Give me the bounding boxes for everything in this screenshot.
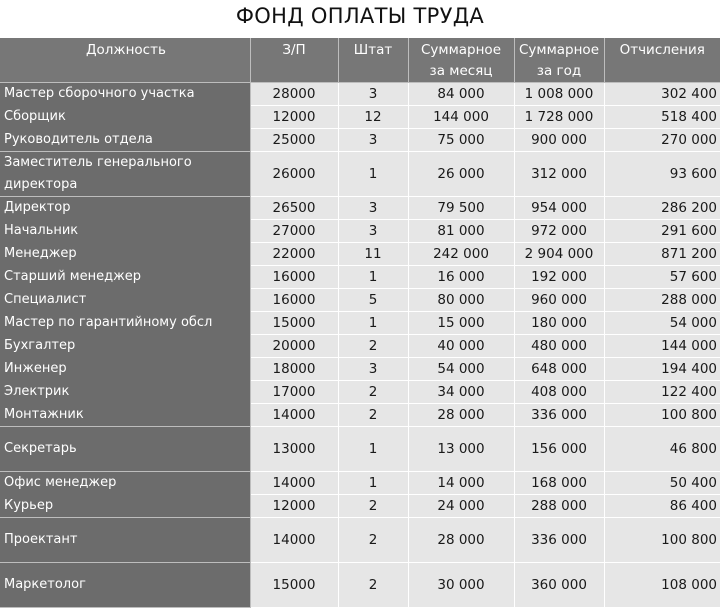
staff-cell: 12 bbox=[338, 106, 408, 129]
deductions-cell: 54 000 bbox=[604, 312, 720, 335]
deductions-cell: 57 600 bbox=[604, 266, 720, 289]
staff-cell: 2 bbox=[338, 381, 408, 404]
deductions-cell: 50 400 bbox=[604, 472, 720, 495]
deductions-cell: 194 400 bbox=[604, 358, 720, 381]
salary-cell: 26000 bbox=[250, 152, 338, 197]
deductions-cell: 291 600 bbox=[604, 220, 720, 243]
yearly-total-cell: 960 000 bbox=[514, 289, 604, 312]
staff-cell: 1 bbox=[338, 312, 408, 335]
table-row bbox=[0, 106, 720, 129]
row-group bbox=[0, 152, 720, 197]
header-staff: Штат bbox=[338, 38, 408, 83]
table-header bbox=[0, 38, 720, 83]
deductions-cell: 144 000 bbox=[604, 335, 720, 358]
yearly-total-cell: 408 000 bbox=[514, 381, 604, 404]
monthly-total-cell: 15 000 bbox=[408, 312, 514, 335]
yearly-total-cell: 336 000 bbox=[514, 518, 604, 563]
staff-cell: 11 bbox=[338, 243, 408, 266]
monthly-total-cell: 26 000 bbox=[408, 152, 514, 197]
table-row bbox=[0, 220, 720, 243]
position-cell: Заместитель генерального директора bbox=[0, 152, 250, 197]
staff-cell: 1 bbox=[338, 266, 408, 289]
deductions-cell: 270 000 bbox=[604, 129, 720, 152]
deductions-cell: 302 400 bbox=[604, 83, 720, 106]
position-cell: Электрик bbox=[0, 381, 250, 404]
monthly-total-cell: 242 000 bbox=[408, 243, 514, 266]
staff-cell: 2 bbox=[338, 335, 408, 358]
staff-cell: 2 bbox=[338, 404, 408, 427]
row-group bbox=[0, 197, 720, 427]
table-row bbox=[0, 495, 720, 518]
staff-cell: 2 bbox=[338, 518, 408, 563]
yearly-total-cell: 312 000 bbox=[514, 152, 604, 197]
monthly-total-cell: 28 000 bbox=[408, 518, 514, 563]
salary-cell: 12000 bbox=[250, 106, 338, 129]
deductions-cell: 100 800 bbox=[604, 404, 720, 427]
salary-cell: 27000 bbox=[250, 220, 338, 243]
yearly-total-cell: 336 000 bbox=[514, 404, 604, 427]
table-row bbox=[0, 335, 720, 358]
table-row bbox=[0, 243, 720, 266]
header-yearly-total: Суммарное за год bbox=[514, 38, 604, 83]
table-row bbox=[0, 404, 720, 427]
table-row bbox=[0, 152, 720, 197]
deductions-cell: 122 400 bbox=[604, 381, 720, 404]
salary-cell: 26500 bbox=[250, 197, 338, 220]
position-cell: Монтажник bbox=[0, 404, 250, 427]
table-row bbox=[0, 518, 720, 563]
salary-cell: 22000 bbox=[250, 243, 338, 266]
salary-cell: 28000 bbox=[250, 83, 338, 106]
monthly-total-cell: 80 000 bbox=[408, 289, 514, 312]
table-row bbox=[0, 266, 720, 289]
table-row bbox=[0, 197, 720, 220]
monthly-total-cell: 40 000 bbox=[408, 335, 514, 358]
staff-cell: 3 bbox=[338, 358, 408, 381]
row-group bbox=[0, 518, 720, 563]
deductions-cell: 288 000 bbox=[604, 289, 720, 312]
header-salary: З/П bbox=[250, 38, 338, 83]
monthly-total-cell: 54 000 bbox=[408, 358, 514, 381]
monthly-total-cell: 34 000 bbox=[408, 381, 514, 404]
position-cell: Руководитель отдела bbox=[0, 129, 250, 152]
row-group bbox=[0, 427, 720, 472]
salary-cell: 17000 bbox=[250, 381, 338, 404]
yearly-total-cell: 288 000 bbox=[514, 495, 604, 518]
staff-cell: 5 bbox=[338, 289, 408, 312]
position-cell: Курьер bbox=[0, 495, 250, 518]
staff-cell: 1 bbox=[338, 472, 408, 495]
position-cell: Инженер bbox=[0, 358, 250, 381]
table-row bbox=[0, 312, 720, 335]
yearly-total-cell: 1 728 000 bbox=[514, 106, 604, 129]
staff-cell: 2 bbox=[338, 495, 408, 518]
salary-cell: 13000 bbox=[250, 427, 338, 472]
yearly-total-cell: 972 000 bbox=[514, 220, 604, 243]
header-monthly-total: Суммарное за месяц bbox=[408, 38, 514, 83]
salary-cell: 14000 bbox=[250, 404, 338, 427]
salary-cell: 16000 bbox=[250, 289, 338, 312]
position-cell: Директор bbox=[0, 197, 250, 220]
monthly-total-cell: 16 000 bbox=[408, 266, 514, 289]
position-cell: Мастер по гарантийному обсл bbox=[0, 312, 250, 335]
monthly-total-cell: 13 000 bbox=[408, 427, 514, 472]
deductions-cell: 108 000 bbox=[604, 563, 720, 608]
monthly-total-cell: 81 000 bbox=[408, 220, 514, 243]
table-row bbox=[0, 129, 720, 152]
yearly-total-cell: 360 000 bbox=[514, 563, 604, 608]
deductions-cell: 286 200 bbox=[604, 197, 720, 220]
salary-cell: 25000 bbox=[250, 129, 338, 152]
staff-cell: 1 bbox=[338, 152, 408, 197]
position-cell: Специалист bbox=[0, 289, 250, 312]
yearly-total-cell: 1 008 000 bbox=[514, 83, 604, 106]
table-row bbox=[0, 427, 720, 472]
monthly-total-cell: 75 000 bbox=[408, 129, 514, 152]
deductions-cell: 518 400 bbox=[604, 106, 720, 129]
deductions-cell: 100 800 bbox=[604, 518, 720, 563]
salary-cell: 20000 bbox=[250, 335, 338, 358]
salary-cell: 12000 bbox=[250, 495, 338, 518]
position-cell: Секретарь bbox=[0, 427, 250, 472]
staff-cell: 3 bbox=[338, 197, 408, 220]
monthly-total-cell: 30 000 bbox=[408, 563, 514, 608]
salary-cell: 16000 bbox=[250, 266, 338, 289]
yearly-total-cell: 2 904 000 bbox=[514, 243, 604, 266]
staff-cell: 3 bbox=[338, 220, 408, 243]
table-row bbox=[0, 358, 720, 381]
header-position: Должность bbox=[0, 38, 250, 83]
monthly-total-cell: 28 000 bbox=[408, 404, 514, 427]
monthly-total-cell: 144 000 bbox=[408, 106, 514, 129]
deductions-cell: 871 200 bbox=[604, 243, 720, 266]
salary-cell: 14000 bbox=[250, 472, 338, 495]
yearly-total-cell: 954 000 bbox=[514, 197, 604, 220]
yearly-total-cell: 168 000 bbox=[514, 472, 604, 495]
yearly-total-cell: 648 000 bbox=[514, 358, 604, 381]
table-row bbox=[0, 472, 720, 495]
table-row bbox=[0, 83, 720, 106]
yearly-total-cell: 480 000 bbox=[514, 335, 604, 358]
row-group bbox=[0, 83, 720, 152]
monthly-total-cell: 79 500 bbox=[408, 197, 514, 220]
position-cell: Мастер сборочного участка bbox=[0, 83, 250, 106]
salary-cell: 18000 bbox=[250, 358, 338, 381]
deductions-cell: 46 800 bbox=[604, 427, 720, 472]
table-row bbox=[0, 381, 720, 404]
position-cell: Начальник bbox=[0, 220, 250, 243]
position-cell: Бухгалтер bbox=[0, 335, 250, 358]
header-deductions: Отчисления bbox=[604, 38, 720, 83]
yearly-total-cell: 156 000 bbox=[514, 427, 604, 472]
salary-cell: 15000 bbox=[250, 563, 338, 608]
position-cell: Менеджер bbox=[0, 243, 250, 266]
position-cell: Проектант bbox=[0, 518, 250, 563]
position-cell: Старший менеджер bbox=[0, 266, 250, 289]
staff-cell: 2 bbox=[338, 563, 408, 608]
monthly-total-cell: 24 000 bbox=[408, 495, 514, 518]
salary-cell: 15000 bbox=[250, 312, 338, 335]
page-title: ФОНД ОПЛАТЫ ТРУДА bbox=[235, 4, 485, 28]
deductions-cell: 93 600 bbox=[604, 152, 720, 197]
deductions-cell: 86 400 bbox=[604, 495, 720, 518]
table-row bbox=[0, 563, 720, 608]
staff-cell: 1 bbox=[338, 427, 408, 472]
position-cell: Сборщик bbox=[0, 106, 250, 129]
staff-cell: 3 bbox=[338, 129, 408, 152]
position-cell: Офис менеджер bbox=[0, 472, 250, 495]
row-group bbox=[0, 563, 720, 608]
staff-cell: 3 bbox=[338, 83, 408, 106]
yearly-total-cell: 900 000 bbox=[514, 129, 604, 152]
position-cell: Маркетолог bbox=[0, 563, 250, 608]
table-row bbox=[0, 289, 720, 312]
yearly-total-cell: 180 000 bbox=[514, 312, 604, 335]
monthly-total-cell: 84 000 bbox=[408, 83, 514, 106]
payroll-table bbox=[0, 38, 720, 608]
monthly-total-cell: 14 000 bbox=[408, 472, 514, 495]
yearly-total-cell: 192 000 bbox=[514, 266, 604, 289]
salary-cell: 14000 bbox=[250, 518, 338, 563]
row-group bbox=[0, 472, 720, 518]
